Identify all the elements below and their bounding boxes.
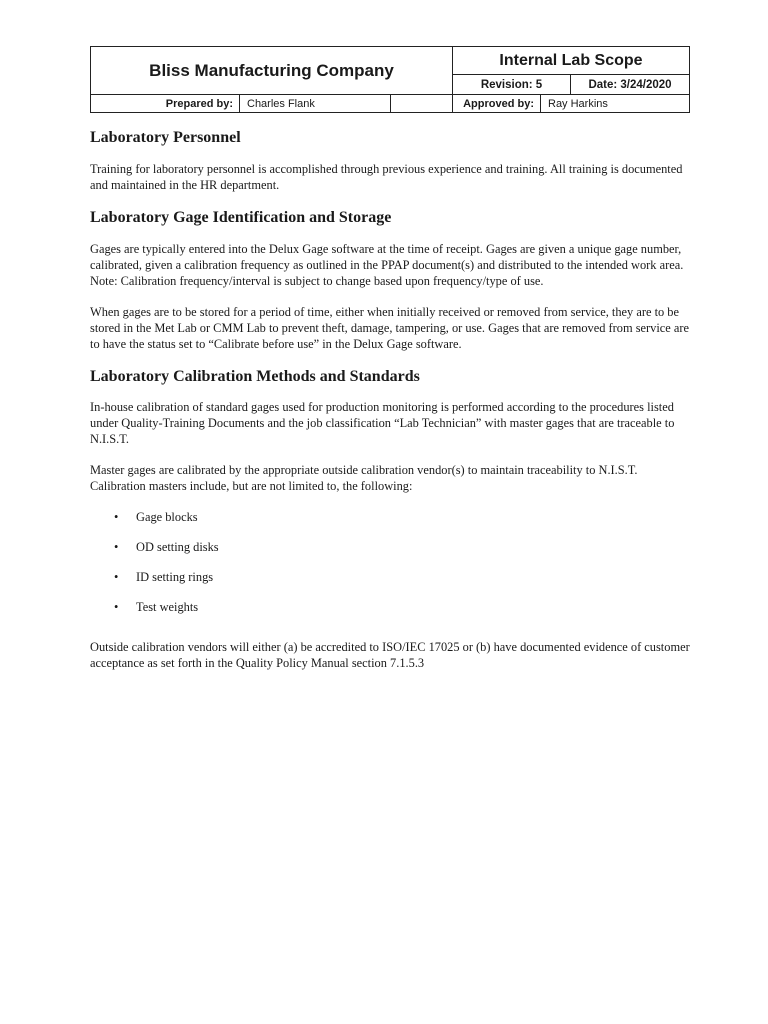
approved-by-value: Ray Harkins (548, 97, 608, 110)
revision-field: Revision: 5 (453, 75, 571, 95)
company-name: Bliss Manufacturing Company (91, 47, 453, 95)
approved-by-label: Approved by: (453, 95, 541, 112)
paragraph: Master gages are calibrated by the appropriate outside calibration vendor(s) to maintain traceability to N.I.S.T. Calibration masters include, but are not limited to, the following: (90, 463, 638, 494)
bullet: • (114, 540, 119, 555)
list-item (90, 569, 690, 599)
list-item (90, 539, 690, 569)
document-title: Internal Lab Scope (453, 47, 689, 75)
list-item (90, 509, 690, 539)
section-heading-calibration: Laboratory Calibration Methods and Standards (90, 367, 420, 385)
bullet: • (114, 570, 119, 585)
paragraph: Training for laboratory personnel is accomplished through previous experience and training. All training is documented and maintained in the HR department. (90, 161, 683, 192)
prepared-by-label: Prepared by: (91, 95, 240, 112)
paragraph: When gages are to be stored for a period of time, either when initially received or removed from service, they are to be stored in the Met Lab or CMM Lab to prevent theft, damage, tampering, or use. Gages that are removed from service are to have the status set to “Calibrate before use” in the Delux Gage software. (90, 304, 690, 351)
list-item (90, 599, 690, 629)
bullet: • (114, 600, 119, 615)
section-heading-personnel: Laboratory Personnel (90, 129, 241, 146)
paragraph: Gages are typically entered into the Delux Gage software at the time of receipt. Gages are given a unique gage number, calibrated, given a calibration frequency as outlined in the PPAP document(s) and distributed to the intended work area. Note: Calibration frequency/interval is subject to change based upon frequency/type of use. (90, 241, 684, 288)
section-heading-gage-identification: Laboratory Gage Identification and Storage (90, 208, 392, 226)
list-item-label: Test weights (136, 600, 199, 615)
date-field: Date: 3/24/2020 (571, 75, 689, 95)
document-header-table (90, 46, 690, 113)
calibration-masters-list (90, 509, 690, 629)
document-body (90, 128, 690, 686)
paragraph: In-house calibration of standard gages used for production monitoring is performed according to the procedures listed under Quality-Training Documents and the job classification “Lab Technician” with master gages that are traceable to N.I.S.T. (90, 400, 675, 447)
list-item-label: OD setting disks (136, 540, 219, 555)
prepared-by-value: Charles Flank (240, 95, 391, 112)
bullet: • (114, 510, 119, 525)
list-item-label: Gage blocks (136, 510, 198, 525)
paragraph: Outside calibration vendors will either (a) be accredited to ISO/IEC 17025 or (b) have documented evidence of customer acceptance as set forth in the Quality Policy Manual section 7.1.5.3 (90, 640, 690, 671)
blank-cell (391, 95, 453, 112)
list-item-label: ID setting rings (136, 570, 214, 585)
